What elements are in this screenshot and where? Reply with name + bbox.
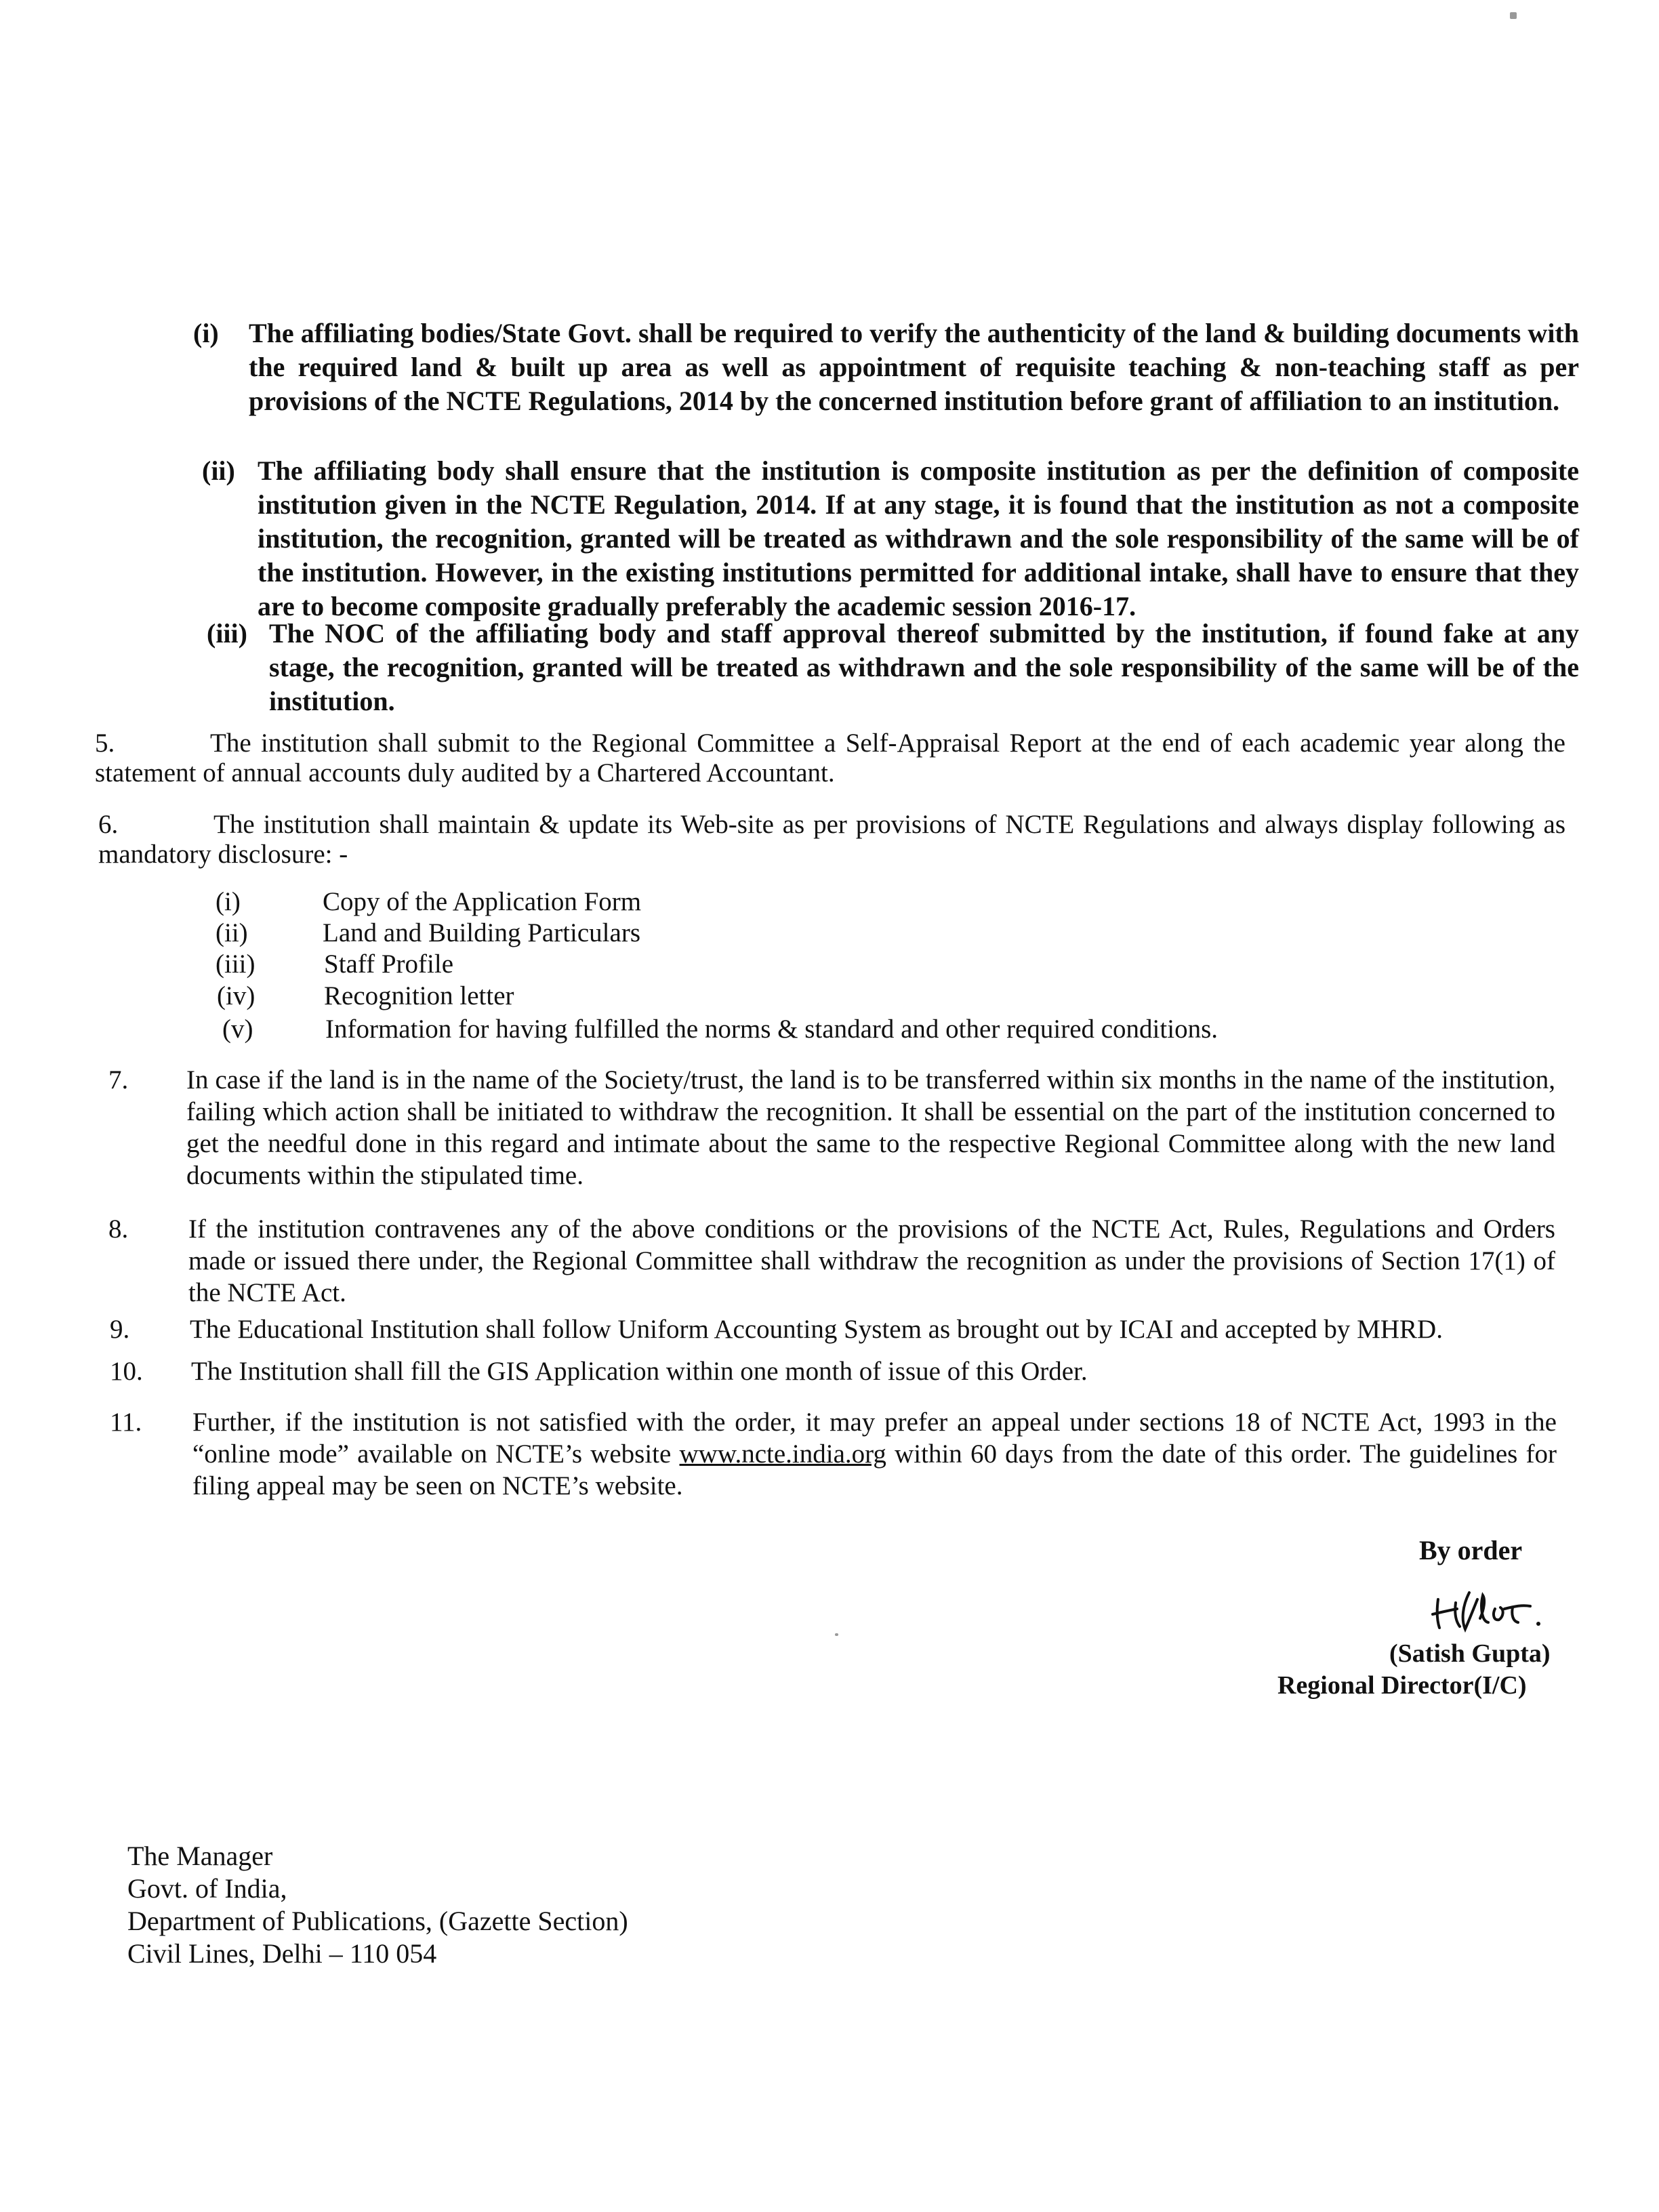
paragraph-number: 5. <box>95 729 115 758</box>
disclosure-text: Information for having fulfilled the norms & standard and other required conditions. <box>325 1015 1218 1044</box>
paragraph-number: 6. <box>98 810 119 839</box>
paragraph-text: The institution shall submit to the Regional Committee a Self-Appraisal Report at the end of each academic year along the statement of annual accounts duly audited by a Chartered Accountant. <box>95 729 1565 787</box>
scan-speck <box>1510 12 1517 19</box>
condition-number: (ii) <box>202 455 235 486</box>
condition-number: (iii) <box>207 618 247 649</box>
signatory-title: Regional Director(I/C) <box>1277 1671 1527 1700</box>
paragraph-number: 11. <box>110 1408 142 1437</box>
paragraph-text-part: within 60 days from the date of this order. The guidelines for filing appeal may be seen on NCTE’s website. <box>192 1439 1557 1500</box>
paragraph-8 <box>108 1213 1555 1311</box>
paragraph-number: 7. <box>108 1065 129 1094</box>
condition-item-iii <box>207 617 1579 718</box>
condition-text: The NOC of the affiliating body and staff approval thereof submitted by the institution, if found fake at any stage, the recognition, granted will be treated as withdrawn and the sole responsibility of the same will be of the institution. <box>269 618 1579 716</box>
disclosure-text: Copy of the Application Form <box>323 887 642 916</box>
condition-number: (i) <box>193 318 219 348</box>
paragraph-number: 10. <box>110 1357 143 1386</box>
condition-item-ii <box>202 454 1579 623</box>
by-order-label: By order <box>1419 1535 1523 1565</box>
address-line: Govt. of India, <box>127 1873 287 1904</box>
recipient-address <box>127 1840 628 1970</box>
condition-text: The affiliating bodies/State Govt. shall be required to verify the authenticity of the land & building documents with the required land & built up area as well as appointment of requisite teaching & non-teaching staff as per provisions of the NCTE Regulations, 2014 by the concerned institution before grant of affiliation to an institution. <box>249 318 1579 416</box>
paragraph-text: In case if the land is in the name of the Society/trust, the land is to be transferred within six months in the name of the institution, failing which action shall be initiated to withdraw the recognition. It shall be essential on the part of the institution concerned to get the needful done in this regard and intimate about the same to the respective Regional Committee along with the new land documents within the stipulated time. <box>186 1065 1555 1190</box>
address-line: Department of Publications, (Gazette Section) <box>127 1906 628 1936</box>
paragraph-text: If the institution contravenes any of the above conditions or the provisions of the NCTE Act, Rules, Regulations and Orders made or issued there under, the Regional Committee shall withdraw the recognition as under the provisions of Section 17(1) of the NCTE Act. <box>188 1214 1555 1307</box>
paragraph-text: The Educational Institution shall follow Uniform Accounting System as brought out by ICAI and accepted by MHRD. <box>190 1315 1443 1344</box>
paragraph-text: The Institution shall fill the GIS Application within one month of issue of this Order. <box>191 1357 1088 1386</box>
scan-speck <box>835 1633 838 1636</box>
condition-text: The affiliating body shall ensure that the institution is composite institution as per the definition of composite institution given in the NCTE Regulation, 2014. If at any stage, it is found that the institution as not a composite institution, the recognition, granted will be treated as withdrawn and the sole responsibility of the same will be of the institution. However, in the existing institutions permitted for additional intake, shall have to ensure that they are to become composite gradually preferably the academic session 2016-17. <box>258 455 1579 621</box>
signature-image <box>1430 1579 1586 1640</box>
signatory-name: (Satish Gupta) <box>1389 1639 1551 1668</box>
paragraph-11 <box>110 1406 1557 1508</box>
address-line: The Manager <box>127 1841 273 1871</box>
disclosure-text: Land and Building Particulars <box>323 918 640 947</box>
paragraph-5 <box>95 729 1565 788</box>
disclosure-number: (i) <box>216 887 241 916</box>
ncte-website-link[interactable]: www.ncte.india.org <box>679 1439 886 1469</box>
paragraph-text <box>192 1406 1557 1502</box>
address-line: Civil Lines, Delhi – 110 054 <box>127 1938 437 1969</box>
condition-item-i <box>193 316 1579 438</box>
disclosure-number: (v) <box>222 1015 253 1044</box>
paragraph-text-part: Further, if the institution is not satisfied with the order, it may prefer an appeal under sections 18 of NCTE Act, 1993 in the “online mode” available on NCTE’s website <box>192 1408 1557 1469</box>
disclosure-text: Recognition letter <box>324 981 514 1010</box>
paragraph-number: 9. <box>110 1315 130 1344</box>
disclosure-text: Staff Profile <box>324 949 454 979</box>
disclosure-number: (ii) <box>216 918 248 947</box>
paragraph-number: 8. <box>108 1214 129 1244</box>
disclosure-number: (iii) <box>216 949 255 979</box>
paragraph-7 <box>108 1064 1555 1189</box>
paragraph-6 <box>98 810 1565 869</box>
paragraph-text: The institution shall maintain & update its Web-site as per provisions of NCTE Regulations and always display following as mandatory disclosure: - <box>98 810 1565 869</box>
disclosure-number: (iv) <box>217 981 255 1010</box>
